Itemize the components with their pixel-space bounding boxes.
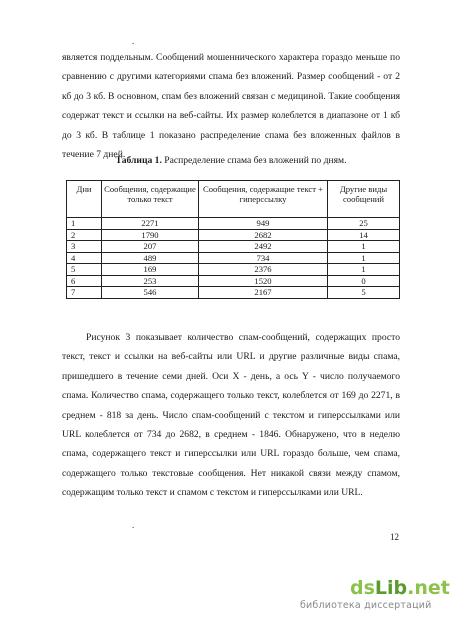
cell-other: 25	[328, 218, 400, 230]
cell-day: 3	[67, 241, 102, 253]
col-header-text-only: Сообщения, содержащие только текст	[102, 181, 199, 218]
cell-text-hyperlink: 734	[199, 252, 328, 264]
cell-day: 5	[67, 264, 102, 276]
cell-other: 1	[328, 252, 400, 264]
cell-text-only: 207	[102, 241, 199, 253]
cell-text-hyperlink: 1520	[199, 275, 328, 287]
page-number: 12	[390, 532, 399, 542]
dslib-watermark	[300, 578, 450, 612]
table-caption	[62, 154, 400, 168]
table-row	[67, 252, 400, 264]
table-row	[67, 264, 400, 276]
cell-text-only: 489	[102, 252, 199, 264]
cell-day: 1	[67, 218, 102, 230]
paragraph-1: является поддельным. Сообщений мошеннического характера гораздо меньше по сравнению с другими категориями спама без вложений. Размер сообщений - от 2 кб до 3 кб. В основном, спам без вложений связан с медициной. Такие сообщения содержат текст и ссылки на веб-сайты. Их размер колеблется в диапазоне от 1 кб до 3 кб. В таблице 1 показано распределение спама без вложенных файлов в течение 7 дней.	[62, 52, 400, 161]
table-row	[67, 241, 400, 253]
cell-other: 5	[328, 287, 400, 299]
cell-day: 7	[67, 287, 102, 299]
paragraph-2-text: Рисунок 3 показывает количество спам-сообщений, содержащих просто текст, текст и ссылки на веб-сайты или URL и другие различные виды спама, пришедшего в течение семи дней. Оси X - день, а ось Y - число получаемого спама. Количество спама, содержащего только текст, колеблется от 169 до 2271, в среднем - 818 за день. Число спам-сообщений с текстом и гиперссылками или URL колеблется от 734 до 2682, в среднем - 1846. Обнаружено, что в неделю спама, содержащего текст и гиперссылки или URL гораздо больше, чем спама, содержащего только текстовые сообщения. Нет никакой связи между спамом, содержащим только текст и спамом с текстом и гиперссылками или URL.	[62, 332, 400, 499]
cell-text-hyperlink: 2682	[199, 229, 328, 241]
col-header-text-hyperlink: Сообщения, содержащие текст + гиперссылку	[199, 181, 328, 218]
stray-mark-bottom: .	[132, 520, 135, 530]
cell-day: 2	[67, 229, 102, 241]
dslib-logo	[300, 578, 450, 598]
table-caption-label: Таблица 1.	[115, 155, 162, 166]
table-header-row	[67, 181, 400, 218]
cell-other: 0	[328, 275, 400, 287]
logo-accent: Lib	[374, 577, 408, 599]
col-header-other: Другие виды сообщений	[328, 181, 400, 218]
cell-day: 6	[67, 275, 102, 287]
cell-text-hyperlink: 2167	[199, 287, 328, 299]
cell-text-hyperlink: 2492	[199, 241, 328, 253]
cell-text-only: 169	[102, 264, 199, 276]
stray-mark-top: .	[132, 36, 135, 46]
cell-text-only: 253	[102, 275, 199, 287]
paragraph-2	[62, 328, 400, 503]
cell-text-hyperlink: 2376	[199, 264, 328, 276]
table-row	[67, 229, 400, 241]
cell-text-only: 546	[102, 287, 199, 299]
cell-other: 14	[328, 229, 400, 241]
watermark-text: библиотека диссертаций	[300, 600, 432, 611]
table-row	[67, 218, 400, 230]
cell-text-only: 2271	[102, 218, 199, 230]
table-row	[67, 287, 400, 299]
logo-suffix: .net	[407, 577, 450, 599]
cell-other: 1	[328, 264, 400, 276]
cell-other: 1	[328, 241, 400, 253]
cell-day: 4	[67, 252, 102, 264]
cell-text-hyperlink: 949	[199, 218, 328, 230]
col-header-days: Дни	[67, 181, 102, 218]
spam-distribution-table	[66, 180, 400, 299]
cell-text-only: 1790	[102, 229, 199, 241]
table-row	[67, 275, 400, 287]
logo-prefix: ds	[350, 577, 375, 599]
table-caption-text: Распределение спама без вложений по дням.	[161, 155, 347, 166]
